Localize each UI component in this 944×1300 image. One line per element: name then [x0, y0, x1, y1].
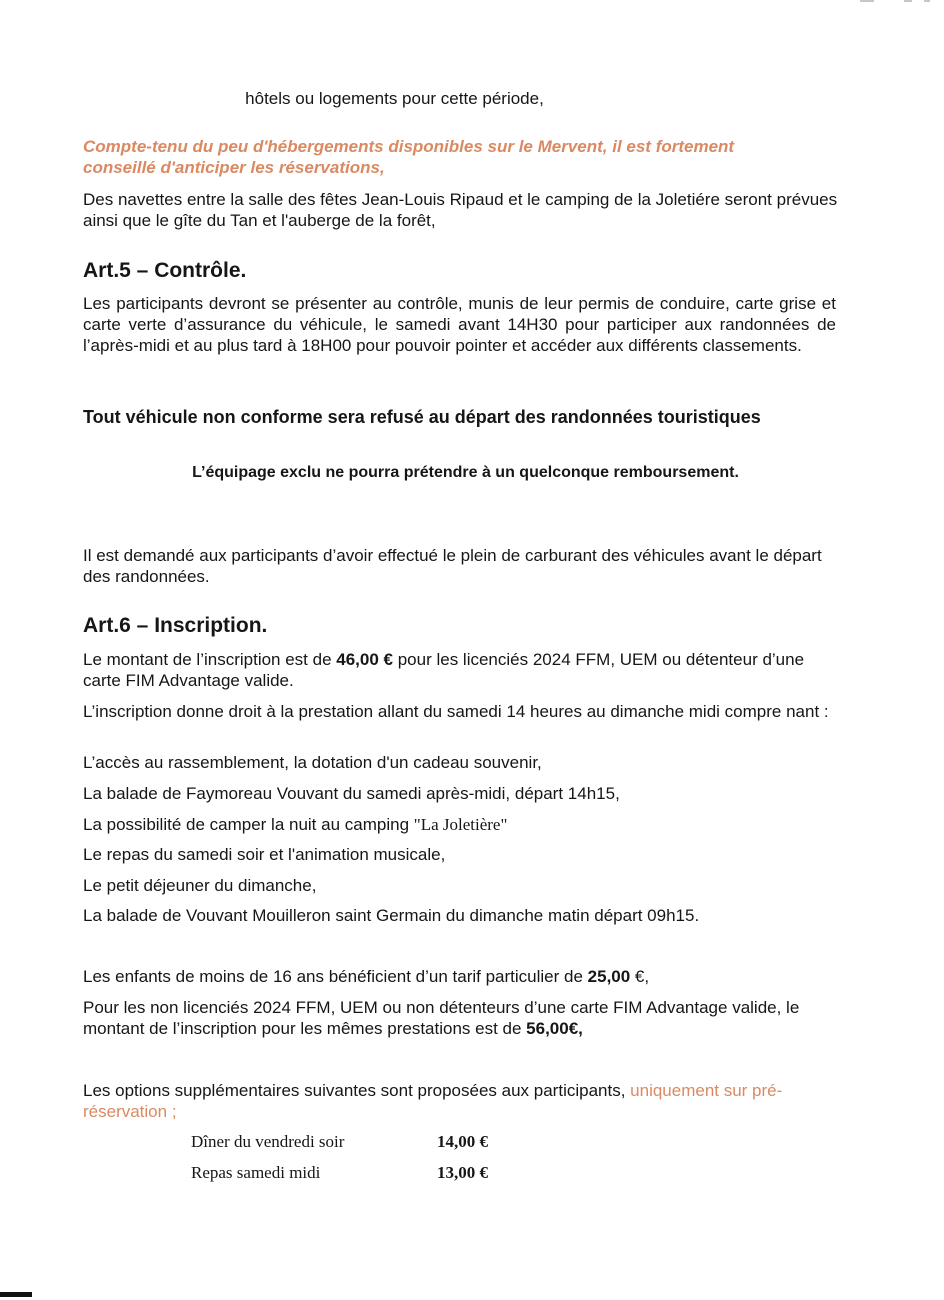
art6-fee [83, 649, 828, 691]
fee-text: Le montant de l’inscription est de [83, 650, 337, 669]
list-item: La balade de Vouvant Mouilleron saint Germain du dimanche matin départ 09h15. [83, 906, 700, 925]
children-text: Les enfants de moins de 16 ans bénéficient d’un tarif particulier de [83, 967, 588, 986]
fee-amount: 46,00 € [336, 650, 393, 669]
list-item: L’accès au rassemblement, la dotation d'un cadeau souvenir, [83, 753, 542, 772]
nonlic-amount: 56,00€, [526, 1019, 583, 1038]
fee-text-end: pour les licenciés 2024 FFM, UEM ou détenteur d’une carte FIM Advantage valide. [83, 650, 805, 690]
option-label: Repas samedi midi [191, 1163, 321, 1182]
children-amount: 25,00 [587, 967, 631, 986]
options-text: Les options supplémentaires suivantes sont proposées aux participants, [83, 1081, 631, 1100]
art5-fuel: Il est demandé aux participants d’avoir effectué le plein de carburant des véhicules avant le départ des randonnées. [83, 546, 822, 586]
art5-warning: Tout véhicule non conforme sera refusé au départ des randonnées touristiques [83, 407, 761, 427]
camping-name: "La Joletière" [413, 815, 508, 834]
nonlic-text: Pour les non licenciés 2024 FFM, UEM ou non détenteurs d’une carte FIM Advantage valide, le montant de l’inscription pour les mêmes prestations est de [83, 998, 800, 1038]
intro-line: hôtels ou logements pour cette période, [245, 89, 544, 108]
options-accent: uniquement sur pré-réservation ; [83, 1081, 783, 1121]
art5-title: Art.5 – Contrôle. [83, 259, 247, 282]
art6-title: Art.6 – Inscription. [83, 614, 268, 637]
art6-entitles: L’inscription donne droit à la prestation allant du samedi 14 heures au dimanche midi compre nant : [83, 702, 829, 721]
camping-text: La possibilité de camper la nuit au camping [83, 815, 414, 834]
children-text-end: €, [630, 967, 650, 986]
scan-mark [860, 0, 874, 2]
list-item [83, 814, 843, 835]
scan-mark [904, 0, 912, 2]
list-item: Le petit déjeuner du dimanche, [83, 876, 317, 895]
option-price: 13,00 € [437, 1163, 488, 1182]
nonlicensed-rate [83, 997, 813, 1039]
list-item: La balade de Faymoreau Vouvant du samedi après-midi, départ 14h15, [83, 784, 620, 803]
shuttles-paragraph: Des navettes entre la salle des fêtes Jean-Louis Ripaud et le camping de la Joletiére seront prévues ainsi que le gîte du Tan et l'auberge de la forêt, [83, 190, 838, 230]
scan-edge-mark [0, 1292, 32, 1297]
scan-mark [924, 0, 930, 2]
children-rate [83, 966, 843, 987]
options-intro [83, 1080, 823, 1122]
booking-advice: Compte-tenu du peu d'hébergements disponibles sur le Mervent, il est fortement conseillé d'anticiper les réservations, [83, 137, 735, 177]
art5-body: Les participants devront se présenter au contrôle, munis de leur permis de conduire, carte grise et carte verte d’assurance du véhicule, le samedi avant 14H30 pour participer aux randonnées de l’après-midi et au plus tard à 18H00 pour pouvoir pointer et accéder aux différents classements. [83, 294, 836, 355]
list-item: Le repas du samedi soir et l'animation musicale, [83, 845, 446, 864]
art5-exclusion: L’équipage exclu ne pourra prétendre à un quelconque remboursement. [192, 464, 739, 481]
option-price: 14,00 € [437, 1132, 488, 1151]
option-label: Dîner du vendredi soir [191, 1132, 345, 1151]
